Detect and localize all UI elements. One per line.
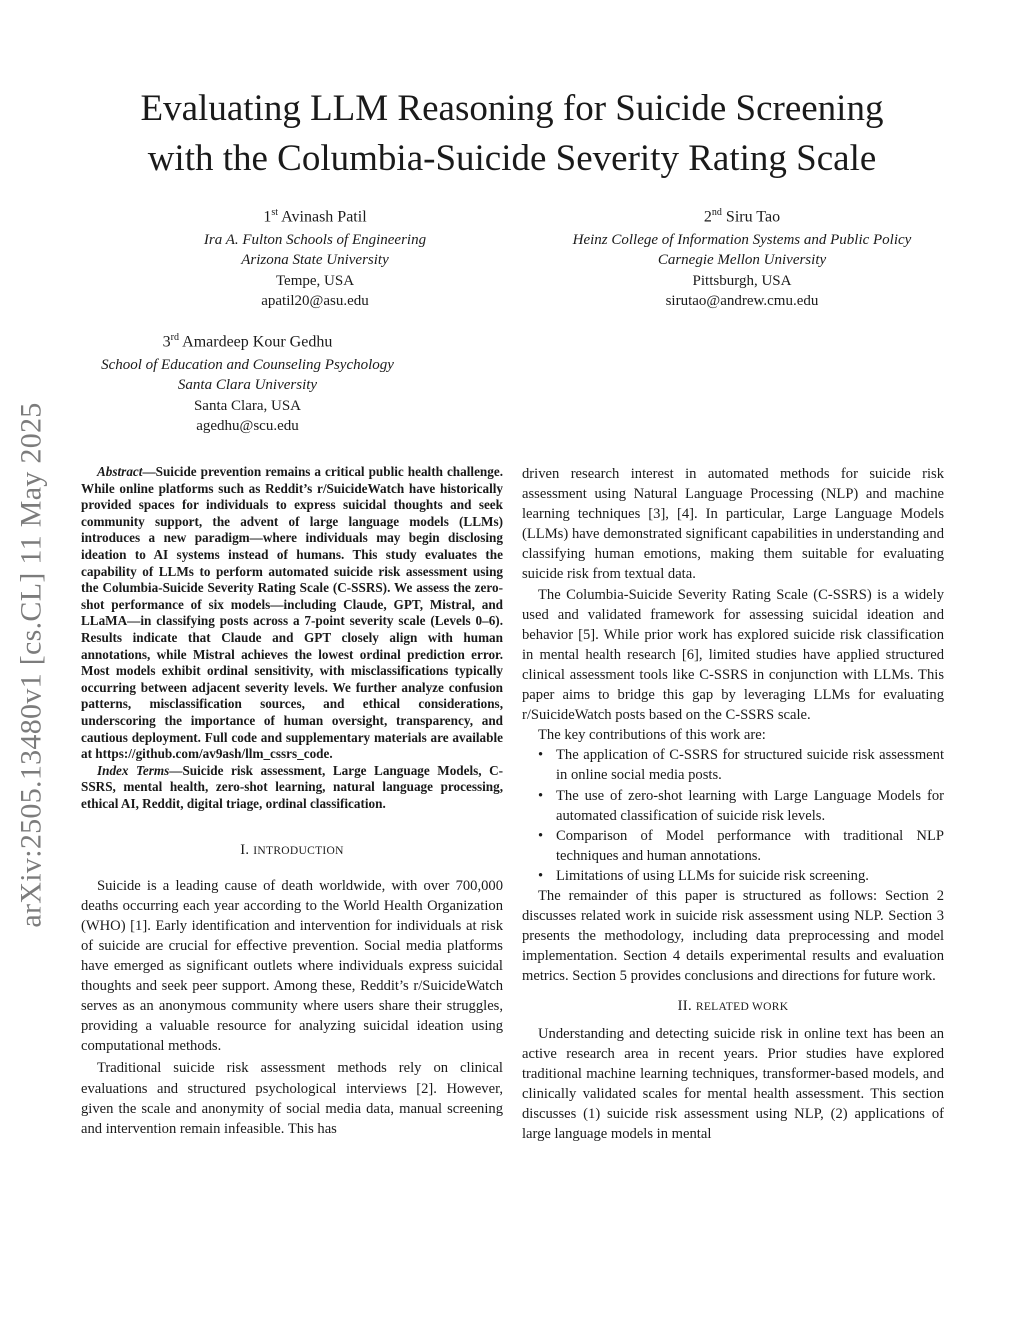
author-name: 3rd Amardeep Kour Gedhu — [162, 332, 333, 351]
section-heading-related-work: II. RELATED WORK — [677, 998, 789, 1015]
abstract-text: —Suicide prevention remains a critical public health challenge. While online platforms such as Reddit’s r/SuicideWatch have historically provided spaces for individuals to express suicidal thoughts and seek community support, the advent of large language models (LLMs) introduces a new paradigm—where individuals may begin disclosing ideation to AI systems instead of humans. This study evaluates the capability of LLMs to perform automated suicide risk assessment using the Columbia-Suicide Severity Rating Scale (C-SSRS). We assess the zero-shot performance of six models—including Claude, GPT, Mistral, and LLaMA—in classifying posts across a 7-point severity scale (Levels 0–6). Results indicate that Claude and GPT closely align with human annotations, while Mistral achieves the lowest ordinal prediction error. Most models exhibit ordinal sensitivity, with misclassifications typically occurring between adjacent severity levels. We further analyze confusion patterns, misclassification sources, and ethical considerations, underscoring the importance of human oversight, transparency, and cautious deployment. Full code and supplementary materials are available at https://github.com/av9ash/llm_cssrs_code. — [81, 464, 503, 762]
list-item: • The application of C-SSRS for structured suicide risk assessment in online social media posts. — [556, 745, 944, 785]
author-organization: Arizona State University — [241, 252, 389, 269]
author-location: Tempe, USA — [275, 272, 355, 289]
cssrs-paragraph: The Columbia-Suicide Severity Rating Scale (C-SSRS) is a widely used and validated framework for assessing suicidal ideation and behavior [5]. While prior work has explored suicide risk classification in mental health research [6], limited studies have applied structured clinical assessment tools like C-SSRS in conjunction with LLMs. This paper aims to bridge this gap by leveraging LLMs for evaluating r/SuicideWatch posts based on the C-SSRS scale. — [522, 586, 944, 724]
arxiv-identifier-stamp — [2, 370, 62, 960]
abstract — [81, 464, 503, 812]
index-terms-label: Index Terms — [97, 762, 170, 778]
index-terms-text: —Suicide risk assessment, Large Language Models, C-SSRS, mental health, zero-shot learning, natural language processing, ethical AI, Reddit, digital triage, ordinal classification. — [81, 762, 503, 811]
author-block-3 — [70, 328, 425, 437]
author-location: Pittsburgh, USA — [692, 272, 792, 289]
author-email: apatil20@asu.edu — [261, 293, 369, 310]
arxiv-identifier-text: arXiv:2505.13480v1 [cs.CL] 11 May 2025 — [15, 402, 49, 928]
author-department: Heinz College of Information Systems and Public Policy — [572, 231, 912, 248]
author-department: School of Education and Counseling Psychology — [101, 356, 394, 373]
author-name: 1st Avinash Patil — [263, 207, 367, 226]
author-name: 2nd Siru Tao — [703, 207, 781, 226]
author-email: agedhu@scu.edu — [196, 418, 299, 435]
contributions-intro: The key contributions of this work are: — [538, 727, 766, 744]
abstract-label: Abstract — [97, 464, 143, 479]
author-organization: Carnegie Mellon University — [657, 252, 827, 269]
author-location: Santa Clara, USA — [193, 397, 302, 414]
list-item: • Comparison of Model performance with traditional NLP techniques and human annotations. — [556, 826, 944, 866]
contributions-list — [522, 745, 944, 886]
list-item: • The use of zero-shot learning with Large Language Models for automated classification of suicide risk levels. — [556, 786, 944, 826]
intro-continuation-paragraph: driven research interest in automated methods for suicide risk assessment using Natural Language Processing (NLP) and machine learning techniques [3], [4]. In particular, Large Language Models (LLMs) have demonstrated significant capabilities in understanding and classifying human emotions, making them suitable for evaluating suicide risk from textual data. — [522, 466, 944, 583]
intro-paragraph-2: Traditional suicide risk assessment methods rely on clinical evaluations and structured psychological interviews [2]. However, given the scale and anonymity of social media data, manual screening and intervention remain infeasible. This has — [81, 1060, 503, 1137]
author-department: Ira A. Fulton Schools of Engineering — [203, 231, 427, 248]
author-block-1 — [160, 203, 470, 312]
author-organization: Santa Clara University — [177, 377, 318, 394]
list-item: • Limitations of using LLMs for suicide risk screening. — [556, 866, 944, 886]
paper-title — [80, 84, 944, 184]
author-email: sirutao@andrew.cmu.edu — [665, 293, 819, 310]
intro-paragraph-1: Suicide is a leading cause of death worldwide, with over 700,000 deaths occurring each year according to the World Health Organization (WHO) [1]. Early identification and intervention for individuals at risk of suicide are crucial for effective prevention. Social media platforms have emerged as significant outlets where individuals express suicidal thoughts and seek peer support. Among these, Reddit’s r/SuicideWatch serves as an anonymous community where users share their struggles, providing a valuable resource for analyzing suicidal ideation using computational methods. — [81, 877, 503, 1055]
author-block-2 — [532, 203, 952, 312]
index-terms — [81, 763, 503, 813]
paper-structure-paragraph: The remainder of this paper is structured as follows: Section 2 discusses related work in suicide risk assessment using NLP. Section 3 presents the methodology, including data preprocessing and model implementation. Section 4 details experimental results and evaluation metrics. Section 5 provides conclusions and directions for future work. — [522, 887, 944, 985]
title-line-2: with the Columbia-Suicide Severity Rating Scale — [147, 138, 877, 179]
related-work-paragraph: Understanding and detecting suicide risk in online text has been an active research area in recent years. Prior studies have explored traditional machine learning techniques, transformer-based models, and clinically validated scales for mental health assessment. This section discusses (1) suicide risk assessment using NLP, (2) applications of large language models in mental — [522, 1025, 944, 1142]
left-column — [81, 464, 503, 1139]
right-column — [522, 464, 944, 1144]
section-heading-introduction: I. INTRODUCTION — [240, 842, 344, 859]
title-line-1: Evaluating LLM Reasoning for Suicide Screening — [140, 88, 884, 129]
